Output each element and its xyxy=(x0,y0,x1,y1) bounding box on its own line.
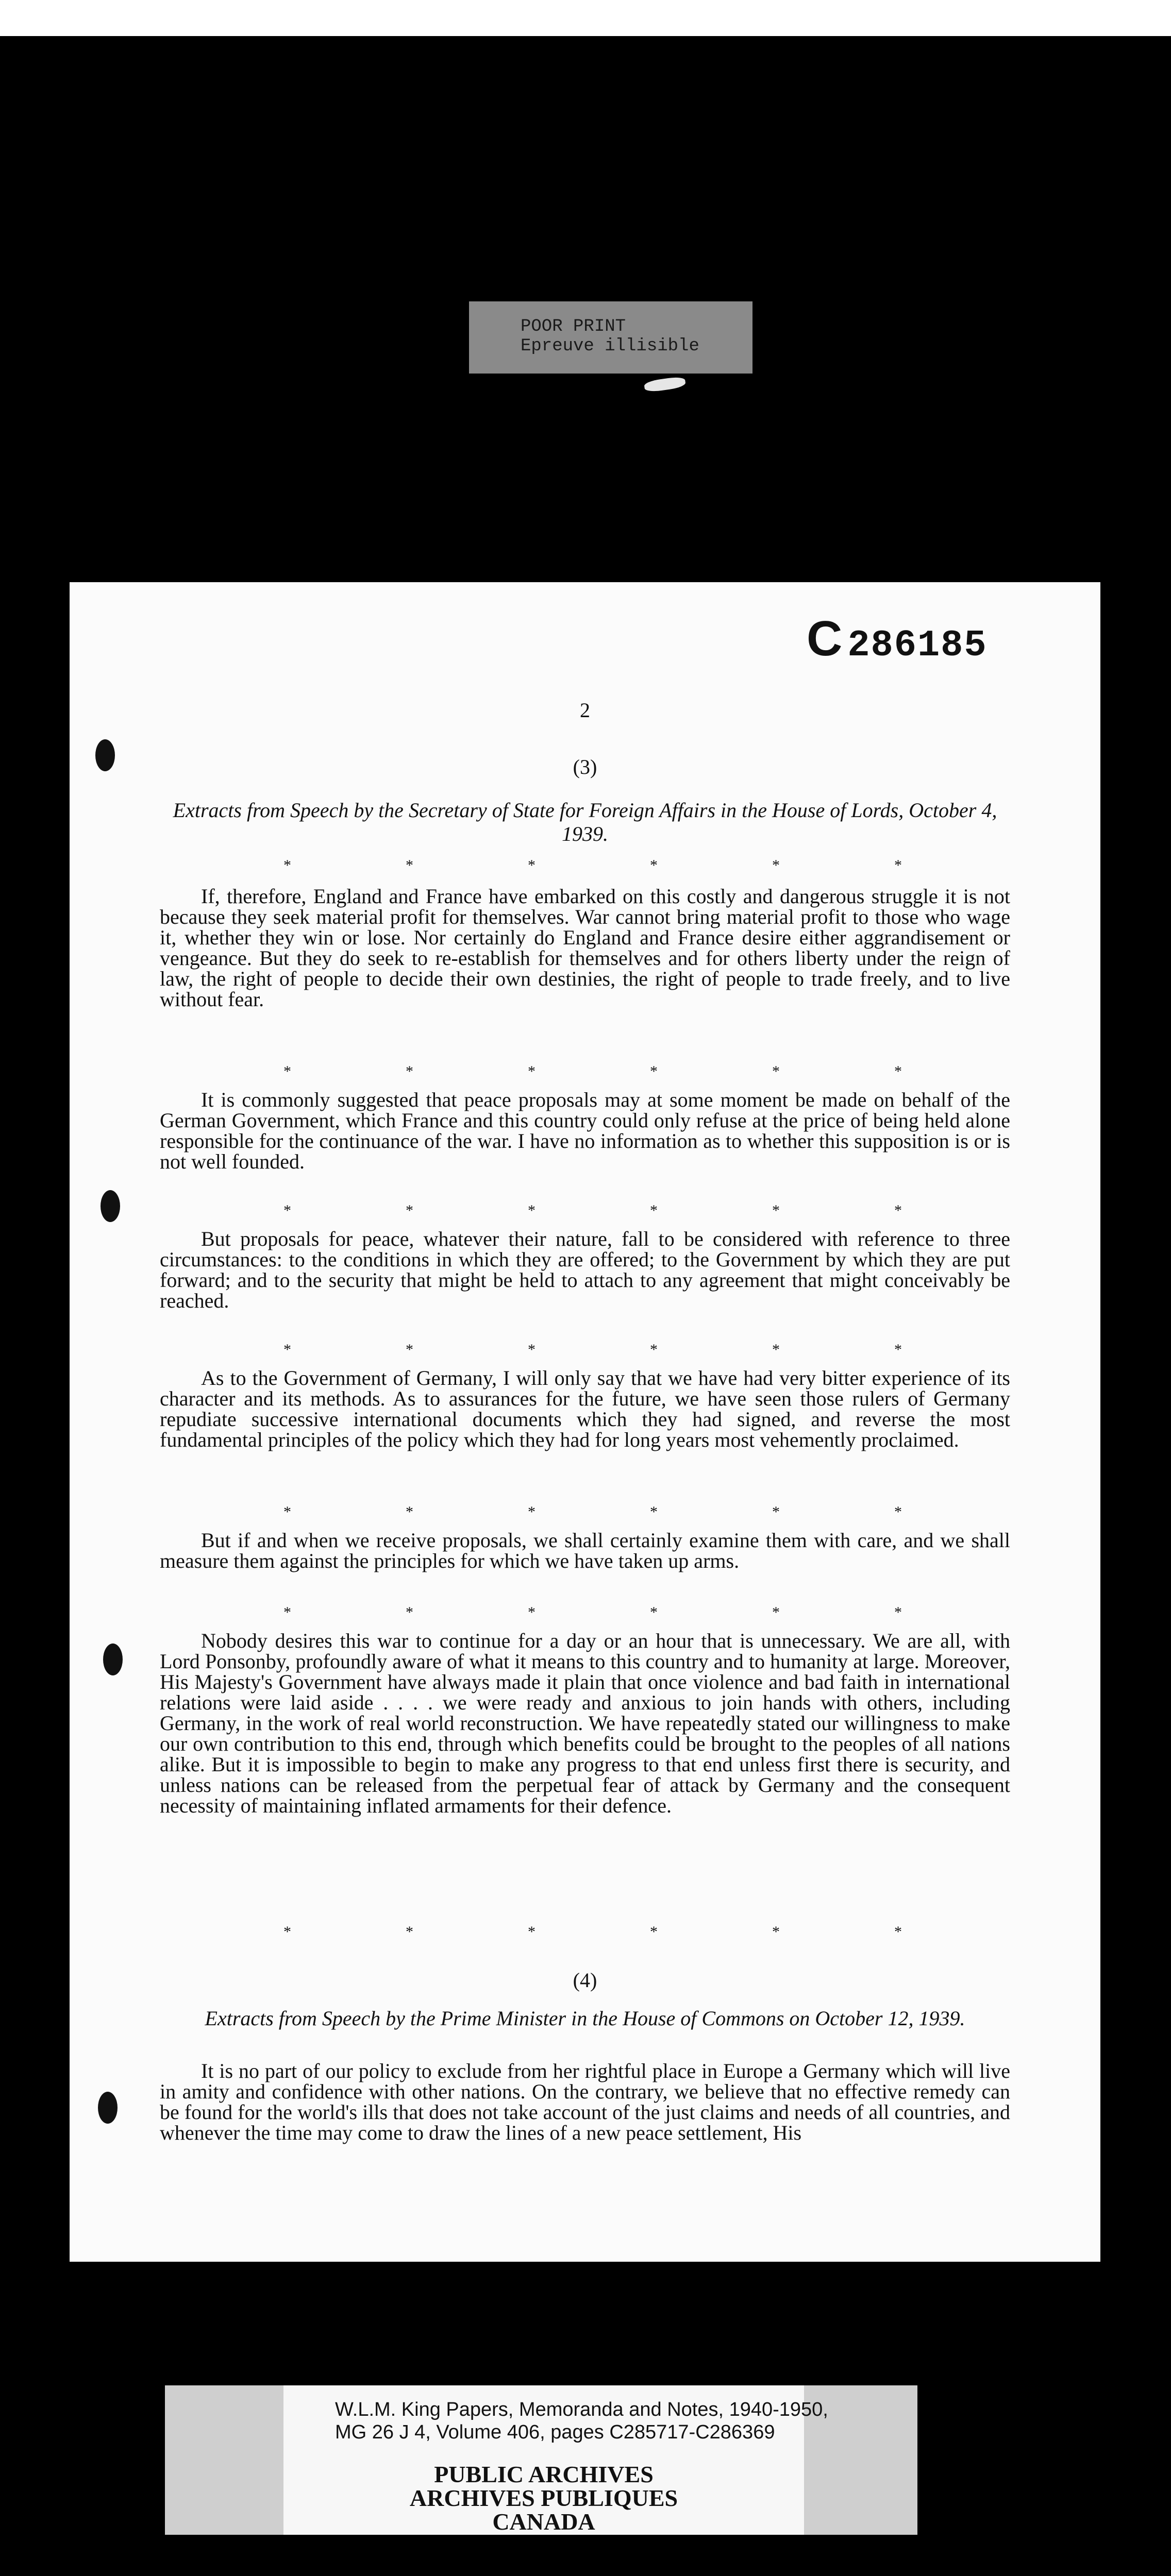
separator-star: * xyxy=(406,1923,413,1940)
punch-hole xyxy=(103,1643,123,1675)
citation-line-1: W.L.M. King Papers, Memoranda and Notes, 1940-1950, xyxy=(335,2399,828,2420)
scan-smudge xyxy=(644,376,686,393)
separator-star: * xyxy=(283,1604,291,1621)
paragraph: Nobody desires this war to continue for a day or an hour that is unnecessary. We are all, with Lord Ponsonby, profoundly aware of what it means to this country and to humanity at large. Moreover, His Majesty's Government have always made it plain that once violence and bad faith in international relations were laid aside . . . . we were ready and anxious to join hands with others, including Germany, in the work of real world reconstruction. We have repeatedly stated our willingness to make our own contribution to this end, through which benefits could be brought to the peoples of all nations alike. But it is impossible to begin to make any progress to that end unless first there is security, and unless nations can be released from the perpetual fear of attack by Germany and the consequent necessity of maintaining inflated armaments for their defence. xyxy=(160,1629,1010,1817)
separator-star: * xyxy=(283,1341,291,1358)
page-number: 2 xyxy=(580,699,590,722)
section-number: (4) xyxy=(573,1969,597,1992)
archives-line-3: CANADA xyxy=(492,2509,595,2535)
separator-star: * xyxy=(528,1202,536,1219)
separator-star: * xyxy=(406,857,413,874)
separator-star: * xyxy=(528,1503,536,1520)
separator-star: * xyxy=(406,1341,413,1358)
separator-star: * xyxy=(283,1923,291,1940)
archive-citation xyxy=(335,2398,828,2444)
separator-row xyxy=(283,1342,902,1358)
separator-star: * xyxy=(772,857,780,874)
separator-row xyxy=(283,1504,902,1520)
separator-star: * xyxy=(406,1202,413,1219)
reference-number xyxy=(807,611,988,667)
separator-star: * xyxy=(283,857,291,874)
separator-star: * xyxy=(894,1341,902,1358)
separator-star: * xyxy=(528,1063,536,1080)
section-heading: Extracts from Speech by the Prime Minister in the House of Commons on October 12, 1939. xyxy=(205,2007,965,2030)
paragraph: As to the Government of Germany, I will only say that we have had very bitter experience of its character and its methods. As to assurances for the future, we have seen those rulers of Germany repudiate successive international documents which they had signed, and reverse the most fundamental principles of the policy which they had for long years most vehemently proclaimed. xyxy=(160,1366,1010,1451)
separator-star: * xyxy=(894,1063,902,1080)
document-page xyxy=(70,582,1100,2262)
paragraph: If, therefore, England and France have embarked on this costly and dangerous struggle it is not because they seek material profit for themselves. War cannot bring material profit to those who wage it, whether they win or lose. Nor certainly do England and France desire either aggrandisement or vengeance. But they do seek to re-establish for themselves and for others liberty under the reign of law, the right of people to decide their own destinies, the right of people to trade freely, and to live without fear. xyxy=(160,885,1010,1011)
separator-star: * xyxy=(528,1341,536,1358)
citation-line-2: MG 26 J 4, Volume 406, pages C285717-C286369 xyxy=(335,2421,775,2443)
section-heading: Extracts from Speech by the Secretary of State for Foreign Affairs in the House of Lords, October 4, 1939. xyxy=(173,799,997,845)
separator-star: * xyxy=(650,1923,658,1940)
separator-star: * xyxy=(283,1063,291,1080)
separator-star: * xyxy=(894,1923,902,1940)
punch-hole xyxy=(101,1190,120,1222)
separator-row xyxy=(283,1203,902,1218)
separator-star: * xyxy=(772,1341,780,1358)
separator-star: * xyxy=(406,1063,413,1080)
poor-print-stamp xyxy=(469,301,752,374)
stamp-line-1: POOR PRINT xyxy=(521,317,626,336)
separator-star: * xyxy=(650,857,658,874)
separator-star: * xyxy=(894,1202,902,1219)
separator-star: * xyxy=(772,1202,780,1219)
separator-star: * xyxy=(650,1604,658,1621)
separator-star: * xyxy=(772,1604,780,1621)
separator-star: * xyxy=(772,1503,780,1520)
punch-hole xyxy=(98,2092,118,2124)
separator-star: * xyxy=(650,1503,658,1520)
separator-star: * xyxy=(528,857,536,874)
separator-star: * xyxy=(772,1063,780,1080)
section-number: (3) xyxy=(573,755,597,778)
separator-star: * xyxy=(650,1202,658,1219)
separator-star: * xyxy=(894,1604,902,1621)
separator-star: * xyxy=(894,857,902,874)
separator-row xyxy=(283,858,902,873)
separator-star: * xyxy=(406,1503,413,1520)
archives-name xyxy=(283,2463,804,2534)
separator-row xyxy=(283,1924,902,1940)
separator-star: * xyxy=(650,1063,658,1080)
paragraph: It is no part of our policy to exclude from her rightful place in Europe a Germany which will live in amity and confidence with other nations. On the contrary, we believe that no effective remedy can be found for the world's ills that does not take account of the just claims and needs of all countries, and whenever the time may come to draw the lines of a new peace settlement, His xyxy=(160,2059,1010,2144)
separator-star: * xyxy=(772,1923,780,1940)
separator-star: * xyxy=(528,1923,536,1940)
separator-star: * xyxy=(283,1202,291,1219)
stamp-line-2: Epreuve illisible xyxy=(521,336,699,356)
separator-star: * xyxy=(894,1503,902,1520)
paragraph: But proposals for peace, whatever their nature, fall to be considered with reference to three circumstances: to the conditions in which they are offered; to the Government by which they are put forward; and to the security that might be held to attach to any agreement that might conceivably be reached. xyxy=(160,1227,1010,1312)
separator-row xyxy=(283,1064,902,1079)
archives-line-2: ARCHIVES PUBLIQUES xyxy=(409,2485,678,2511)
label-shade-left xyxy=(165,2385,283,2535)
separator-star: * xyxy=(528,1604,536,1621)
scan-top-margin xyxy=(0,0,1171,36)
separator-star: * xyxy=(283,1503,291,1520)
reference-digits: 286185 xyxy=(847,624,988,667)
separator-row xyxy=(283,1605,902,1620)
archives-line-1: PUBLIC ARCHIVES xyxy=(434,2461,654,2487)
separator-star: * xyxy=(406,1604,413,1621)
reference-prefix: C xyxy=(807,611,844,666)
paragraph: It is commonly suggested that peace proposals may at some moment be made on behalf of the German Government, which France and this country could only refuse at the price of being held alone responsible for the continuance of the war. I have no information as to whether this supposition is or is not well founded. xyxy=(160,1088,1010,1173)
paragraph: But if and when we receive proposals, we shall certainly examine them with care, and we shall measure them against the principles for which we have taken up arms. xyxy=(160,1529,1010,1572)
separator-star: * xyxy=(650,1341,658,1358)
